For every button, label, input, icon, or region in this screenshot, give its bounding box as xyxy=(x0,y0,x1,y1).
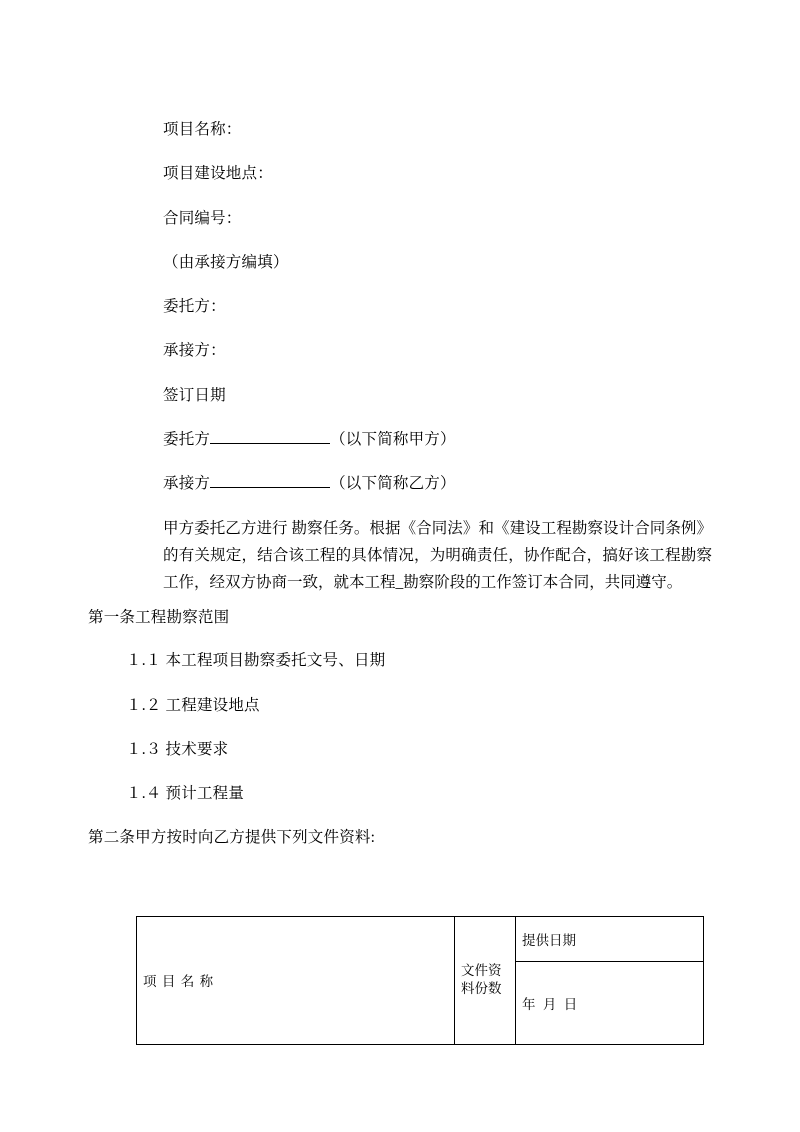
field-contract-number-note: （由承接方编填） xyxy=(163,253,289,271)
party-line-contractor xyxy=(88,472,712,495)
field-contract-number: 合同编号： xyxy=(163,209,242,227)
party-line-client-blank xyxy=(210,443,330,444)
section-one-item-2: １.２ 工程建设地点 xyxy=(126,696,260,714)
table-row xyxy=(137,916,704,961)
field-client: 委托方： xyxy=(163,298,226,315)
table-cell-project-name: 项 目 名 称 xyxy=(137,916,455,1044)
party-line-client xyxy=(88,428,712,451)
section-one-item-3: １.３ 技术要求 xyxy=(126,740,229,758)
table-cell-docs-count: 文件资料份数 xyxy=(455,916,516,1044)
section-one-item-4: １.４ 预计工程量 xyxy=(126,785,245,803)
party-line-client-prefix: 委托方 xyxy=(163,430,211,448)
party-line-contractor-suffix: （以下简称乙方） xyxy=(330,475,456,492)
table-cell-provide-date-value: 年 月 日 xyxy=(516,961,704,1044)
table-spacer xyxy=(88,870,712,916)
field-contractor: 承接方： xyxy=(163,342,226,360)
table-cell-provide-date-header: 提供日期 xyxy=(516,916,704,961)
field-sign-date: 签订日期 xyxy=(163,386,226,404)
field-project-location: 项目建设地点： xyxy=(163,165,273,183)
party-line-contractor-prefix: 承接方 xyxy=(163,475,211,492)
preamble-text: 甲方委托乙方进行 勘察任务。根据《合同法》和《建设工程勘察设计合同条例》的有关规定，结合该工程的具体情况，为明确责任，协作配合，搞好该工程勘察工作，经双方协商一致，就本工程_勘察阶段的工作签订本合同，共同遵守。 xyxy=(163,520,712,591)
section-one-item-1: １.１ 本工程项目勘察委托文号、日期 xyxy=(126,652,386,670)
section-two-title: 第二条甲方按时向乙方提供下列文件资料: xyxy=(88,829,376,847)
party-line-client-suffix: （以下简称甲方） xyxy=(330,430,456,448)
party-line-contractor-blank xyxy=(210,487,330,488)
preamble-paragraph xyxy=(88,516,712,596)
field-project-name: 项目名称： xyxy=(163,121,242,138)
documents-table xyxy=(136,916,704,1045)
section-one-title: 第一条工程勘察范围 xyxy=(88,609,230,627)
